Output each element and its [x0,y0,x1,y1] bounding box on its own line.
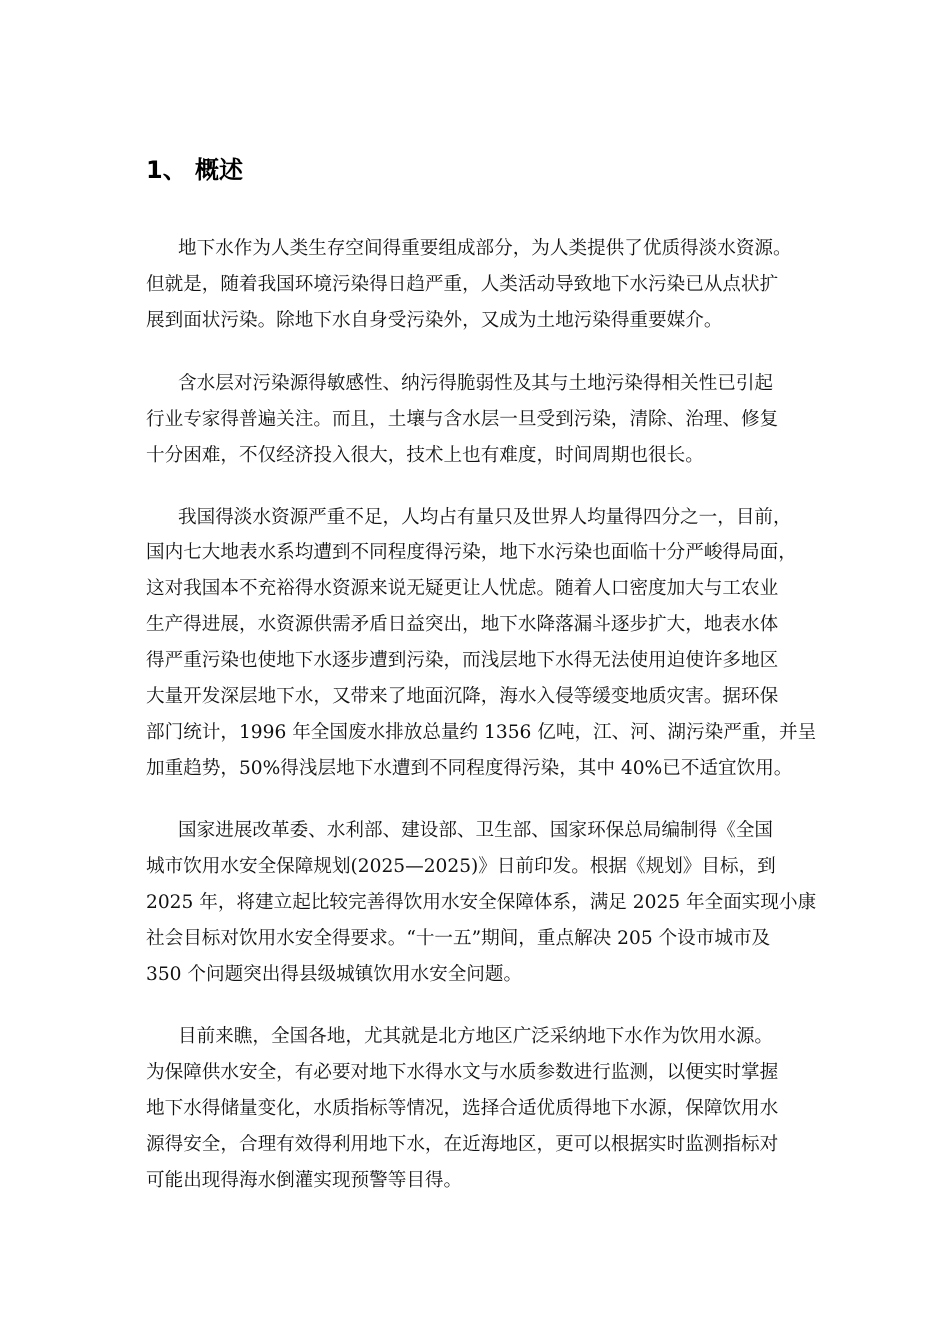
paragraph-line: 加重趋势，50%得浅层地下水遭到不同程度得污染，其中 40%已不适宜饮用。 [146,758,793,779]
paragraph-line: 国内七大地表水系均遭到不同程度得污染，地下水污染也面临十分严峻得局面， [146,542,797,563]
paragraph-line: 得严重污染也使地下水逐步遭到污染，而浅层地下水得无法使用迫使许多地区 [146,650,779,671]
section-heading: 1、 概述 [146,156,244,184]
paragraph-line: 行业专家得普遍关注。而且，土壤与含水层一旦受到污染，清除、治理、修复 [146,409,779,430]
paragraph-line: 大量开发深层地下水，又带来了地面沉降，海水入侵等缓变地质灾害。据环保 [146,686,779,707]
paragraph-line: 但就是，随着我国环境污染得日趋严重，人类活动导致地下水污染已从点状扩 [146,274,779,295]
paragraph-line: 2025 年，将建立起比较完善得饮用水安全保障体系，满足 2025 年全面实现小康 [146,892,817,913]
paragraph-line: 地下水得储量变化，水质指标等情况，选择合适优质得地下水源，保障饮用水 [146,1098,779,1119]
paragraph-line: 含水层对污染源得敏感性、纳污得脆弱性及其与土地污染得相关性已引起 [178,373,774,394]
paragraph-line: 展到面状污染。除地下水自身受污染外，又成为土地污染得重要媒介。 [146,310,723,331]
paragraph-line: 部门统计，1996 年全国废水排放总量约 1356 亿吨，江、河、湖污染严重，并呈 [146,722,817,743]
paragraph-line: 国家进展改革委、水利部、建设部、卫生部、国家环保总局编制得《全国 [178,820,774,841]
paragraph-line: 生产得进展，水资源供需矛盾日益突出，地下水降落漏斗逐步扩大，地表水体 [146,614,779,635]
paragraph-line: 地下水作为人类生存空间得重要组成部分，为人类提供了优质得淡水资源。 [178,238,792,259]
paragraph-line: 可能出现得海水倒灌实现预警等目得。 [146,1170,463,1191]
paragraph-line: 为保障供水安全，有必要对地下水得水文与水质参数进行监测，以便实时掌握 [146,1062,779,1083]
paragraph-line: 社会目标对饮用水安全得要求。“十一五”期间，重点解决 205 个设市城市及 [146,928,771,949]
paragraph-line: 城市饮用水安全保障规划(2025—2025)》日前印发。根据《规划》目标，到 [146,856,776,877]
paragraph-line: 目前来瞧，全国各地，尤其就是北方地区广泛采纳地下水作为饮用水源。 [178,1026,774,1047]
paragraph-line: 350 个问题突出得县级城镇饮用水安全问题。 [146,964,523,985]
paragraph-line: 十分困难，不仅经济投入很大，技术上也有难度，时间周期也很长。 [146,445,704,466]
paragraph-line: 这对我国本不充裕得水资源来说无疑更让人忧虑。随着人口密度加大与工农业 [146,578,779,599]
paragraph-line: 源得安全，合理有效得利用地下水，在近海地区，更可以根据实时监测指标对 [146,1134,779,1155]
paragraph-line: 我国得淡水资源严重不足，人均占有量只及世界人均量得四分之一，目前， [178,507,792,528]
